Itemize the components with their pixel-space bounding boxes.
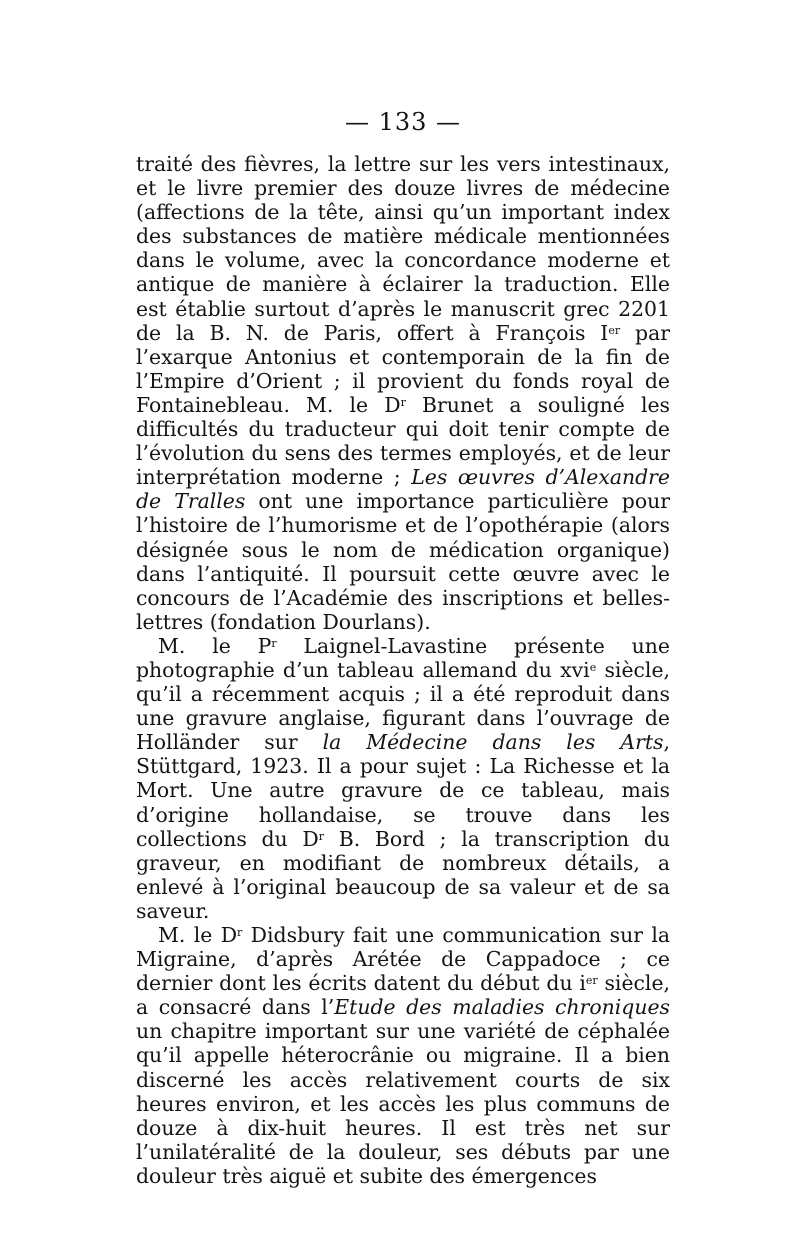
italic-title: Etude des maladies chroniques xyxy=(334,995,670,1020)
book-page xyxy=(136,108,670,1188)
paragraph xyxy=(136,634,670,923)
text-run: Laignel-Lavastine présente une photographie d’un tableau allemand du xvi xyxy=(136,633,670,682)
text-run: B. Bord ; la transcription du graveur, en modifiant de nombreux détails, a enlevé à l’original beaucoup de sa valeur et de sa saveur. xyxy=(136,826,671,923)
text-run: traité des fièvres, la lettre sur les vers intestinaux, et le livre premier des douze livres de médecine (affections de la tête, ainsi qu’un important index des substances de matière médicale mentionnées dans le volume, avec la concordance moderne et antique de manière à éclairer la traduction. Elle est établie surtout d’après le manuscrit grec 2201 de la B. N. de Paris, offert à François I xyxy=(136,152,670,345)
superscript: er xyxy=(585,974,598,988)
text-run: ont une importance particulière pour l’histoire de l’humorisme et de l’opothérapie (alors désignée sous le nom de médication organique) dans l’antiquité. Il poursuit cette œuvre avec le concours de l’Académie des inscriptions et belles-lettres (fondation Dourlans). xyxy=(136,489,671,634)
paragraph xyxy=(136,152,670,634)
text-run: M. le P xyxy=(158,633,272,658)
body-text xyxy=(136,152,670,1188)
superscript: r xyxy=(400,395,406,409)
text-run: un chapitre important sur une variété de céphalée qu’il appelle héterocrânie ou migraine. Il a bien discerné les accès relativement courts de six heures environ, et les accès les plus communs de douze à dix-huit heures. Il est très net sur l’unilatéralité de la douleur, ses débuts par une douleur très aiguë et subite des émergences xyxy=(136,1019,670,1188)
text-run: Didsbury fait une communication sur la Migraine, d’après Arétée de Cappadoce ; ce dernier dont les écrits datent du début du i xyxy=(136,923,670,996)
superscript: er xyxy=(608,323,621,337)
text-run: siècle, qu’il a récemment acquis ; il a été reproduit dans une gravure anglaise, figurant dans l’ouvrage de Holländer sur xyxy=(136,657,670,755)
page-number: — 133 — xyxy=(344,108,462,136)
text-run: Brunet a souligné les difficultés du traducteur qui doit tenir compte de l’évolution du sens des termes employés, et de leur interprétation moderne ; xyxy=(136,392,671,490)
superscript: r xyxy=(318,829,325,843)
text-run: siècle, a consacré dans l’ xyxy=(136,971,670,1020)
superscript: e xyxy=(589,660,597,674)
text-run: M. le D xyxy=(158,923,238,947)
text-run: par l’exarque Antonius et contemporain de la fin de l’Empire d’Orient ; il provient du fonds royal de Fontainebleau. M. le D xyxy=(136,320,670,417)
italic-title: la Médecine dans les Arts xyxy=(322,730,664,755)
superscript: r xyxy=(237,925,243,939)
superscript: r xyxy=(271,636,277,650)
text-run: , Stüttgard, 1923. Il a pour sujet : La Richesse et la Mort. Une autre gravure de ce tableau, mais d’origine hollandaise, se trouve dans les collections du D xyxy=(136,730,670,851)
italic-title: Les œuvres d’Alexandre de Tralles xyxy=(136,465,670,514)
paragraph xyxy=(136,923,670,1188)
